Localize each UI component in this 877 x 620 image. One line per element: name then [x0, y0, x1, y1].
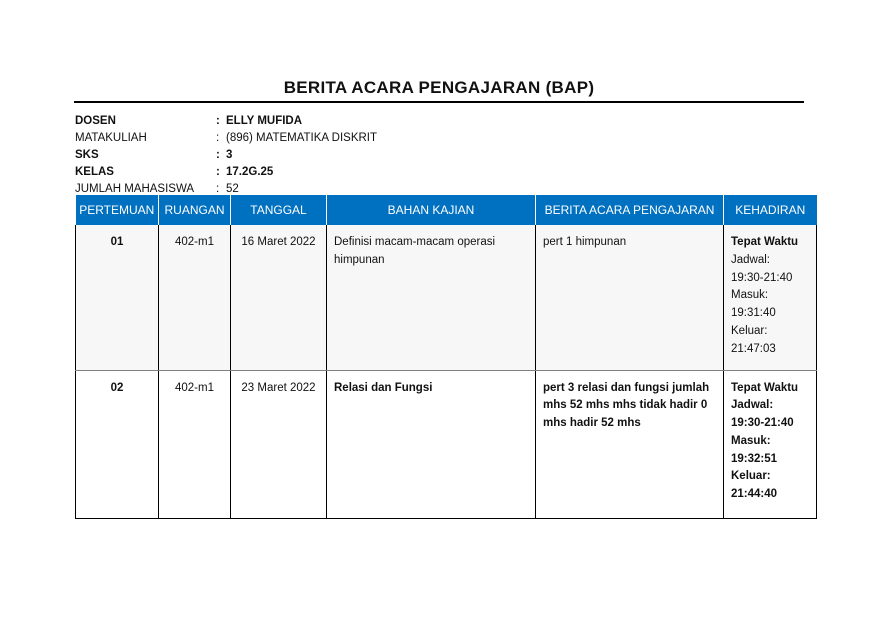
- col-header-bahan-kajian: BAHAN KAJIAN: [327, 195, 536, 225]
- info-separator: :: [216, 182, 220, 195]
- cell-pertemuan: 02: [76, 370, 159, 518]
- info-row-dosen: [75, 113, 377, 130]
- attendance-label: Masuk:: [731, 289, 769, 302]
- attendance-value: 21:47:03: [731, 342, 776, 355]
- info-row-kelas: [75, 163, 377, 180]
- cell-tanggal: 23 Maret 2022: [231, 370, 327, 518]
- attendance-label: Masuk:: [731, 434, 771, 447]
- bap-table: [75, 195, 817, 519]
- info-value: 3: [226, 148, 233, 161]
- page-title: BERITA ACARA PENGAJARAN (BAP): [283, 78, 595, 97]
- table-row: [76, 370, 817, 518]
- info-value: ELLY MUFIDA: [226, 115, 303, 128]
- attendance-value: 19:30-21:40: [731, 417, 794, 430]
- info-label: SKS: [75, 148, 99, 161]
- col-header-kehadiran: KEHADIRAN: [724, 195, 817, 225]
- attendance-label: Keluar:: [731, 470, 771, 483]
- info-label: MATAKULIAH: [75, 132, 147, 145]
- course-info: [75, 113, 377, 197]
- info-separator: :: [216, 165, 220, 178]
- info-value: 52: [226, 182, 239, 195]
- col-header-tanggal: TANGGAL: [231, 195, 327, 225]
- col-header-pertemuan: PERTEMUAN: [76, 195, 159, 225]
- cell-berita-acara: pert 1 himpunan: [536, 225, 724, 370]
- info-label: KELAS: [75, 165, 114, 178]
- info-separator: :: [216, 132, 220, 145]
- attendance-status: Tepat Waktu: [731, 236, 799, 248]
- info-separator: :: [216, 115, 220, 128]
- title-divider: [74, 101, 804, 103]
- attendance-label: Keluar:: [731, 324, 768, 337]
- info-value: (896) MATEMATIKA DISKRIT: [226, 132, 378, 145]
- table-header-row: [76, 195, 817, 225]
- cell-kehadiran: [724, 370, 817, 518]
- attendance-label: Jadwal:: [731, 399, 774, 412]
- attendance-value: 19:30-21:40: [731, 271, 793, 284]
- info-row-sks: [75, 147, 377, 164]
- col-header-berita-acara: BERITA ACARA PENGAJARAN: [536, 195, 724, 225]
- cell-kehadiran: [724, 225, 817, 370]
- cell-ruangan: 402-m1: [159, 370, 231, 518]
- info-value: 17.2G.25: [226, 165, 274, 178]
- cell-ruangan: 402-m1: [159, 225, 231, 370]
- info-separator: :: [216, 148, 220, 161]
- cell-bahan-kajian: Definisi macam-macam operasi himpunan: [327, 225, 536, 370]
- cell-tanggal: 16 Maret 2022: [231, 225, 327, 370]
- attendance-value: 19:32:51: [731, 452, 778, 465]
- table-row: [76, 225, 817, 370]
- col-header-ruangan: RUANGAN: [159, 195, 231, 225]
- cell-berita-acara: pert 3 relasi dan fungsi jumlah mhs 52 mhs mhs tidak hadir 0 mhs hadir 52 mhs: [536, 370, 724, 518]
- attendance-value: 21:44:40: [731, 488, 778, 501]
- attendance-status: Tepat Waktu: [731, 381, 799, 394]
- info-row-matakuliah: [75, 130, 377, 147]
- cell-pertemuan: 01: [76, 225, 159, 370]
- attendance-value: 19:31:40: [731, 307, 776, 320]
- info-label: DOSEN: [75, 115, 116, 128]
- attendance-label: Jadwal:: [731, 253, 770, 266]
- cell-bahan-kajian: Relasi dan Fungsi: [327, 370, 536, 518]
- info-label: JUMLAH MAHASISWA: [75, 182, 195, 195]
